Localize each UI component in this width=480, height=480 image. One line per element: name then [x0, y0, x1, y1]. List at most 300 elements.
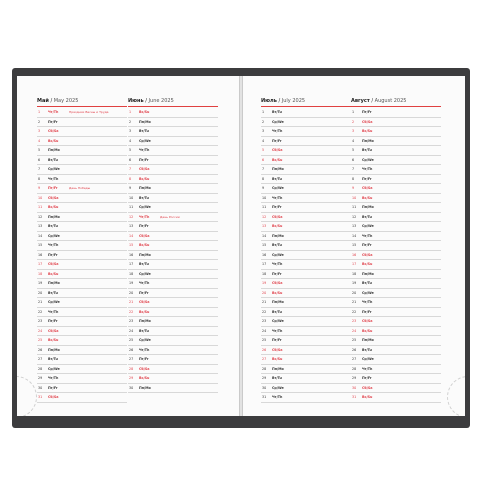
day-row: [128, 289, 218, 299]
day-row: [351, 289, 441, 299]
day-row: [128, 137, 218, 147]
weekday-label: Чт/Th: [272, 328, 283, 333]
day-row: [351, 308, 441, 318]
day-number: 2: [38, 119, 41, 124]
day-row: [261, 384, 351, 394]
day-number: 4: [352, 138, 355, 143]
day-list: [261, 108, 351, 403]
corner-arc-decoration: [447, 376, 465, 416]
day-row: [351, 156, 441, 166]
day-row: [261, 374, 351, 384]
day-row: [128, 203, 218, 213]
day-row: [37, 118, 127, 128]
month-may: [37, 96, 127, 403]
day-number: 12: [352, 214, 357, 219]
day-row: [351, 165, 441, 175]
holiday-note: День России: [160, 214, 180, 219]
day-number: 9: [129, 186, 132, 190]
day-number: 19: [129, 281, 134, 285]
day-row: [128, 241, 218, 251]
day-row: [261, 241, 351, 251]
weekday-label: Пт/Fr: [48, 119, 58, 124]
weekday-label: Вс/Su: [362, 395, 373, 399]
day-number: 1: [38, 110, 41, 114]
day-row: [351, 327, 441, 337]
day-row: [351, 355, 441, 365]
weekday-label: Пн/Mo: [362, 338, 374, 342]
day-row: [261, 213, 351, 223]
weekday-label: Сб/Sa: [139, 167, 150, 171]
day-row: [261, 203, 351, 213]
day-row: [128, 165, 218, 175]
day-number: 14: [129, 233, 134, 238]
weekday-label: Вт/Tu: [272, 243, 282, 247]
weekday-label: Пт/Fr: [48, 252, 58, 257]
day-row: [37, 374, 127, 384]
day-number: 6: [38, 157, 41, 162]
weekday-label: Сб/Sa: [139, 300, 150, 304]
weekday-label: Пн/Mo: [272, 167, 284, 171]
day-row: [351, 260, 441, 270]
day-number: 12: [262, 214, 267, 219]
day-number: 27: [262, 357, 267, 361]
weekday-label: Ср/We: [139, 271, 151, 276]
day-number: 9: [352, 186, 355, 190]
day-row: [351, 232, 441, 242]
weekday-label: Сб/Sa: [362, 252, 373, 257]
day-row: [261, 308, 351, 318]
weekday-label: Вс/Su: [362, 262, 373, 266]
day-number: 31: [38, 395, 43, 399]
holiday-note: День Победы: [69, 186, 91, 190]
weekday-label: Ср/We: [139, 338, 151, 342]
day-row: [128, 270, 218, 280]
day-row: [351, 270, 441, 280]
weekday-label: Пт/Fr: [272, 271, 282, 276]
day-row: [37, 175, 127, 185]
day-row: [37, 156, 127, 166]
weekday-label: Чт/Th: [272, 262, 283, 266]
day-number: 2: [262, 119, 265, 124]
day-number: 11: [129, 205, 134, 209]
day-row: [351, 279, 441, 289]
weekday-label: Пт/Fr: [362, 309, 372, 314]
day-row: [351, 203, 441, 213]
weekday-label: Чт/Th: [48, 376, 59, 380]
day-number: 26: [38, 347, 43, 352]
day-number: 15: [129, 243, 134, 247]
day-row: [128, 298, 218, 308]
day-number: 25: [129, 338, 134, 342]
weekday-label: Ср/We: [272, 319, 284, 323]
weekday-label: Вс/Su: [362, 129, 373, 133]
day-number: 28: [352, 366, 357, 371]
day-number: 15: [352, 243, 357, 247]
day-row: [128, 355, 218, 365]
weekday-label: Вс/Su: [272, 357, 283, 361]
weekday-label: Ср/We: [272, 186, 284, 190]
weekday-label: Пн/Mo: [362, 271, 374, 276]
day-number: 14: [38, 233, 43, 238]
day-row: [261, 317, 351, 327]
day-row: [351, 336, 441, 346]
day-number: 23: [129, 319, 134, 323]
day-number: 12: [38, 214, 43, 219]
day-row: [351, 194, 441, 204]
header-rule: [351, 106, 441, 107]
day-number: 17: [352, 262, 357, 266]
day-row: [128, 279, 218, 289]
day-number: 29: [129, 376, 134, 380]
day-row: [128, 175, 218, 185]
weekday-label: Пт/Fr: [362, 376, 372, 380]
day-row: [37, 260, 127, 270]
day-row: [128, 327, 218, 337]
day-row: [261, 327, 351, 337]
day-number: 22: [352, 309, 357, 314]
weekday-label: Ср/We: [48, 366, 60, 371]
day-number: 15: [38, 243, 43, 247]
day-row: [128, 365, 218, 375]
day-number: 24: [129, 328, 134, 333]
weekday-label: Пн/Mo: [48, 148, 60, 152]
day-number: 29: [262, 376, 267, 380]
weekday-label: Вс/Su: [272, 157, 283, 162]
day-list: [37, 108, 127, 403]
day-number: 16: [38, 252, 43, 257]
day-row: [351, 213, 441, 223]
day-row: [37, 327, 127, 337]
header-rule: [37, 106, 127, 107]
day-row: [37, 270, 127, 280]
day-row: [261, 336, 351, 346]
day-number: 21: [352, 300, 357, 304]
weekday-label: Сб/Sa: [362, 319, 373, 323]
day-number: 14: [262, 233, 267, 238]
day-row: [261, 365, 351, 375]
day-number: 8: [262, 176, 265, 181]
day-row: [261, 355, 351, 365]
weekday-label: Сб/Sa: [272, 148, 283, 152]
day-number: 29: [38, 376, 43, 380]
day-number: 7: [262, 167, 265, 171]
day-number: 17: [262, 262, 267, 266]
weekday-label: Чт/Th: [362, 366, 373, 371]
day-row: [37, 127, 127, 137]
weekday-label: Пн/Mo: [139, 186, 151, 190]
day-list: [351, 108, 441, 403]
day-number: 18: [129, 271, 134, 276]
weekday-label: Ср/We: [272, 385, 284, 390]
day-number: 7: [38, 167, 41, 171]
day-row: [128, 232, 218, 242]
weekday-label: Ср/We: [362, 357, 374, 361]
day-number: 18: [352, 271, 357, 276]
weekday-label: Сб/Sa: [272, 347, 283, 352]
day-row: [351, 365, 441, 375]
day-number: 18: [262, 271, 267, 276]
day-row: [351, 137, 441, 147]
weekday-label: Чт/Th: [272, 129, 283, 133]
weekday-label: Вт/Tu: [362, 214, 372, 219]
header-rule: [261, 106, 351, 107]
day-number: 1: [129, 110, 132, 114]
weekday-label: Вс/Su: [362, 328, 373, 333]
day-number: 11: [38, 205, 43, 209]
day-number: 25: [262, 338, 267, 342]
day-row: [261, 222, 351, 232]
weekday-label: Сб/Sa: [139, 233, 150, 238]
day-number: 20: [129, 290, 134, 295]
weekday-label: Чт/Th: [48, 243, 59, 247]
day-row: [37, 232, 127, 242]
day-row: [261, 165, 351, 175]
weekday-label: Сб/Sa: [272, 281, 283, 285]
day-number: 1: [352, 110, 355, 114]
day-row: [37, 213, 127, 223]
day-row: [37, 384, 127, 394]
weekday-label: Чт/Th: [48, 309, 59, 314]
day-number: 10: [352, 195, 357, 200]
day-number: 30: [262, 385, 267, 390]
weekday-label: Вс/Su: [272, 290, 283, 295]
day-row: [351, 298, 441, 308]
day-row: [351, 146, 441, 156]
left-page: [17, 76, 239, 416]
day-number: 8: [38, 176, 41, 181]
day-row: [351, 251, 441, 261]
day-row: [261, 270, 351, 280]
month-header: Июнь / June 2025: [128, 98, 174, 104]
day-number: 19: [38, 281, 43, 285]
day-number: 27: [352, 357, 357, 361]
weekday-label: Вс/Su: [272, 224, 283, 228]
weekday-label: Ср/We: [272, 252, 284, 257]
weekday-label: Ср/We: [48, 167, 60, 171]
month-name-ru: Июнь: [128, 98, 144, 104]
weekday-label: Пн/Mo: [272, 233, 284, 238]
day-row: [351, 374, 441, 384]
day-row: [261, 127, 351, 137]
day-number: 2: [352, 119, 355, 124]
day-number: 6: [262, 157, 265, 162]
day-row: [37, 146, 127, 156]
day-number: 20: [262, 290, 267, 295]
day-number: 7: [352, 167, 355, 171]
day-number: 15: [262, 243, 267, 247]
day-number: 25: [352, 338, 357, 342]
day-number: 9: [38, 186, 41, 190]
day-number: 9: [262, 186, 265, 190]
weekday-label: Пт/Fr: [139, 290, 149, 295]
day-number: 10: [38, 195, 43, 200]
weekday-label: Пт/Fr: [272, 338, 282, 342]
day-row: [128, 317, 218, 327]
weekday-label: Чт/Th: [139, 214, 150, 219]
day-number: 17: [38, 262, 43, 266]
day-row: [128, 108, 218, 118]
day-number: 21: [262, 300, 267, 304]
day-row: [128, 384, 218, 394]
day-number: 16: [129, 252, 134, 257]
day-row: [128, 336, 218, 346]
weekday-label: Пн/Mo: [48, 214, 60, 219]
weekday-label: Вт/Tu: [139, 129, 149, 133]
day-number: 3: [262, 129, 265, 133]
weekday-label: Сб/Sa: [48, 395, 59, 399]
weekday-label: Пн/Mo: [48, 347, 60, 352]
weekday-label: Вт/Tu: [48, 357, 58, 361]
weekday-label: Пт/Fr: [362, 176, 372, 181]
day-number: 5: [38, 148, 41, 152]
day-row: [351, 175, 441, 185]
weekday-label: Пн/Mo: [139, 385, 151, 390]
day-number: 6: [352, 157, 355, 162]
weekday-label: Сб/Sa: [139, 366, 150, 371]
day-number: 5: [352, 148, 355, 152]
day-row: [261, 108, 351, 118]
month-header: Май / May 2025: [37, 98, 79, 104]
weekday-label: Вс/Su: [139, 309, 150, 314]
day-row: [351, 346, 441, 356]
weekday-label: Вт/Tu: [272, 176, 282, 181]
day-number: 18: [38, 271, 43, 276]
day-number: 27: [129, 357, 134, 361]
month-name-en: May 2025: [53, 98, 79, 104]
day-number: 31: [352, 395, 357, 399]
day-row: [128, 184, 218, 194]
weekday-label: Чт/Th: [139, 281, 150, 285]
day-row: [351, 393, 441, 403]
day-row: [37, 241, 127, 251]
day-row: [261, 175, 351, 185]
weekday-label: Вт/Tu: [139, 328, 149, 333]
weekday-label: Пт/Fr: [362, 110, 372, 114]
day-row: [351, 184, 441, 194]
day-row: [261, 146, 351, 156]
weekday-label: Сб/Sa: [362, 186, 373, 190]
weekday-label: Вс/Su: [139, 376, 150, 380]
day-row: [37, 184, 127, 194]
month-july: [261, 96, 351, 403]
weekday-label: Вс/Su: [139, 176, 150, 181]
day-number: 13: [38, 224, 43, 228]
day-row: [37, 346, 127, 356]
weekday-label: Чт/Th: [362, 300, 373, 304]
weekday-label: Вт/Tu: [362, 281, 372, 285]
day-number: 16: [262, 252, 267, 257]
weekday-label: Чт/Th: [48, 176, 59, 181]
day-row: [128, 194, 218, 204]
month-name-en: August 2025: [374, 98, 407, 104]
day-number: 14: [352, 233, 357, 238]
weekday-label: Вт/Tu: [48, 224, 58, 228]
day-number: 28: [38, 366, 43, 371]
day-number: 13: [129, 224, 134, 228]
day-number: 5: [129, 148, 132, 152]
weekday-label: Пн/Mo: [139, 119, 151, 124]
day-number: 11: [262, 205, 267, 209]
weekday-label: Сб/Sa: [48, 129, 59, 133]
day-row: [37, 355, 127, 365]
day-number: 10: [129, 195, 134, 200]
weekday-label: Вт/Tu: [272, 376, 282, 380]
day-number: 28: [262, 366, 267, 371]
day-number: 20: [38, 290, 43, 295]
day-number: 24: [262, 328, 267, 333]
weekday-label: Вс/Su: [139, 243, 150, 247]
day-row: [128, 222, 218, 232]
corner-arc-decoration: [17, 376, 37, 416]
day-number: 3: [38, 129, 41, 133]
weekday-label: Вс/Su: [48, 338, 59, 342]
day-number: 22: [262, 309, 267, 314]
day-row: [128, 156, 218, 166]
day-number: 12: [129, 214, 134, 219]
weekday-label: Ср/We: [362, 157, 374, 162]
day-number: 16: [352, 252, 357, 257]
day-number: 5: [262, 148, 265, 152]
day-number: 4: [262, 138, 265, 143]
day-row: [351, 127, 441, 137]
day-row: [37, 194, 127, 204]
weekday-label: Сб/Sa: [362, 119, 373, 124]
month-header: Август / August 2025: [351, 98, 407, 104]
weekday-label: Вт/Tu: [48, 290, 58, 295]
day-row: [261, 232, 351, 242]
weekday-label: Вт/Tu: [139, 262, 149, 266]
day-row: [261, 156, 351, 166]
day-row: [37, 222, 127, 232]
weekday-label: Вт/Tu: [272, 110, 282, 114]
month-name-ru: Май: [37, 98, 49, 104]
weekday-label: Ср/We: [272, 119, 284, 124]
day-row: [128, 251, 218, 261]
month-august: [351, 96, 441, 403]
day-row: [128, 118, 218, 128]
day-row: [351, 118, 441, 128]
day-row: [261, 137, 351, 147]
day-row: [261, 194, 351, 204]
weekday-label: Сб/Sa: [48, 262, 59, 266]
weekday-label: Пн/Mo: [272, 366, 284, 371]
day-number: 2: [129, 119, 132, 124]
weekday-label: Пт/Fr: [48, 319, 58, 323]
weekday-label: Ср/We: [139, 138, 151, 143]
day-number: 21: [38, 300, 43, 304]
day-number: 4: [38, 138, 41, 143]
day-number: 21: [129, 300, 134, 304]
day-row: [128, 346, 218, 356]
day-number: 23: [352, 319, 357, 323]
weekday-label: Пн/Mo: [272, 300, 284, 304]
weekday-label: Сб/Sa: [362, 385, 373, 390]
month-name-ru: Август: [351, 98, 370, 104]
day-number: 7: [129, 167, 132, 171]
day-row: [37, 393, 127, 403]
day-number: 6: [129, 157, 132, 162]
weekday-label: Вт/Tu: [139, 195, 149, 200]
day-row: [261, 260, 351, 270]
weekday-label: Чт/Th: [362, 167, 373, 171]
month-header: Июль / July 2025: [261, 98, 306, 104]
day-row: [37, 108, 127, 118]
right-page: [243, 76, 465, 416]
day-row: [37, 336, 127, 346]
day-row: [351, 384, 441, 394]
weekday-label: Сб/Sa: [48, 195, 59, 200]
weekday-label: Ср/We: [139, 205, 151, 209]
